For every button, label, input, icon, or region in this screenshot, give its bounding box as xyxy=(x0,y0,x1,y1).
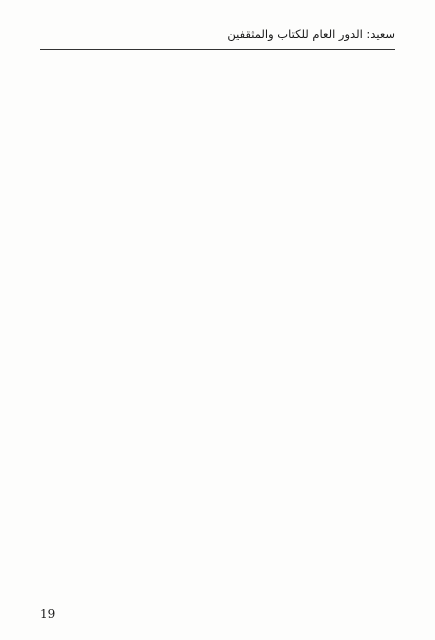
text-line xyxy=(40,468,395,485)
text-line xyxy=(40,417,395,434)
page-number: 19 xyxy=(40,607,56,621)
paragraph-1 xyxy=(40,58,395,92)
running-header: سعيد: الدور العام للكتاب والمثقفين xyxy=(227,27,395,41)
text-line xyxy=(40,332,395,349)
text-line xyxy=(40,229,395,246)
text-line xyxy=(40,383,395,400)
text-line xyxy=(40,110,395,127)
text-line xyxy=(40,178,395,195)
text-line xyxy=(40,161,395,178)
text-line xyxy=(40,400,395,417)
text-line xyxy=(40,195,395,212)
text-line xyxy=(40,246,395,263)
text-line xyxy=(40,503,395,520)
text-line xyxy=(40,281,395,298)
text-line xyxy=(40,144,395,161)
paragraph-2 xyxy=(40,93,395,263)
text-line xyxy=(40,555,395,572)
paragraph-4 xyxy=(40,486,395,554)
text-line xyxy=(40,537,395,554)
text-line xyxy=(40,127,395,144)
text-line xyxy=(40,93,395,110)
text-line xyxy=(40,366,395,383)
text-line xyxy=(40,212,395,229)
body-text xyxy=(40,58,395,588)
paragraph-5 xyxy=(40,555,395,588)
header-rule xyxy=(40,49,395,50)
paragraph-3 xyxy=(40,264,395,485)
text-line xyxy=(40,434,395,451)
text-line xyxy=(40,75,395,92)
text-line xyxy=(40,572,395,588)
text-line xyxy=(40,315,395,332)
text-line xyxy=(40,298,395,315)
text-line xyxy=(40,486,395,503)
text-line xyxy=(40,264,395,281)
text-line xyxy=(40,58,395,75)
text-line xyxy=(40,520,395,537)
text-line xyxy=(40,349,395,366)
text-line xyxy=(40,451,395,468)
